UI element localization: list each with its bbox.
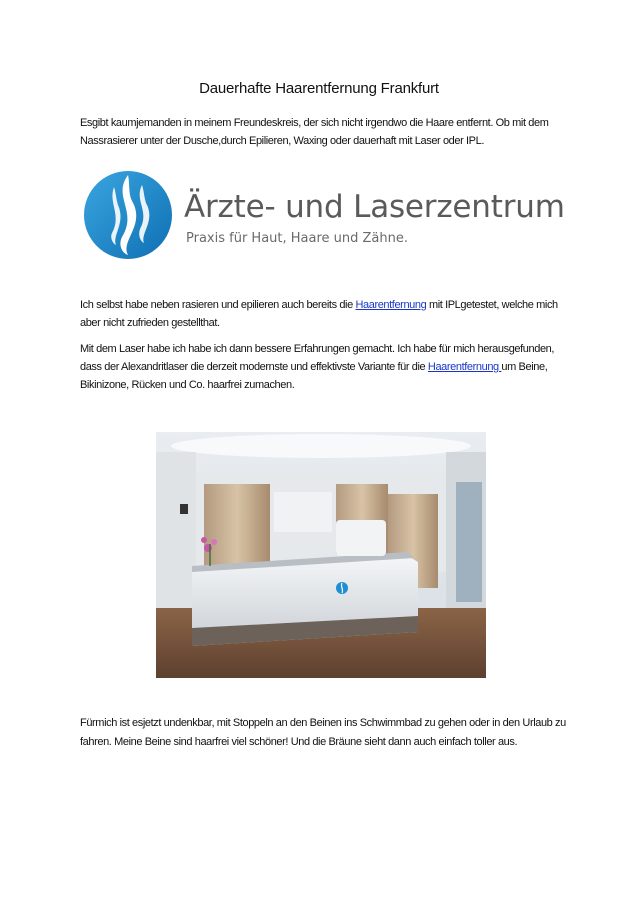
intro-paragraph: Esgibt kaumjemanden in meinem Freundeskreis, der sich nicht irgendwo die Haare entfernt. Ob mit dem Nassrasierer unter der Dusche,durch Epilieren, Waxing oder dauerhaft mit Laser oder IPL. [80,117,549,147]
laser-paragraph [80,340,570,394]
page-title: Dauerhafte Haarentfernung Frankfurt [199,80,439,97]
para2-text-end: mit IPLgetestet, welche mich aber nicht zufrieden gestellthat. [80,299,558,329]
para3-text-end: um Beine, Bikinizone, Rücken und Co. haarfrei zumachen. [80,361,548,391]
reception-illustration [156,432,486,678]
para3-text-start: Mit dem Laser habe ich habe ich dann bessere Erfahrungen gemacht. Ich habe für mich herausgefunden, dass der Alexandritlaser die derzeit modernste und effektivste Variante für die [80,343,555,373]
clinic-reception-desk-photo [156,432,486,678]
para2-text-start: Ich selbst habe neben rasieren und epilieren auch bereits die [80,299,356,311]
hair-removal-link-1[interactable]: Haarentfernung [355,299,427,311]
closing-paragraph: Fürmich ist esjetzt undenkbar, mit Stoppeln an den Beinen ins Schwimmbad zu gehen oder in den Urlaub zu fahren. Meine Beine sind haarfrei viel schöner! Und die Bräune sieht dann auch einfach toller aus. [80,717,566,748]
clinic-logo [82,165,565,265]
ipl-paragraph [80,296,570,332]
logo-name: Ärzte- und Laserzentrum [184,189,565,225]
hair-removal-link-2[interactable]: Haarentfernung [427,361,502,373]
flame-drop-icon [82,167,174,263]
logo-tagline: Praxis für Haut, Haare und Zähne. [186,231,409,246]
